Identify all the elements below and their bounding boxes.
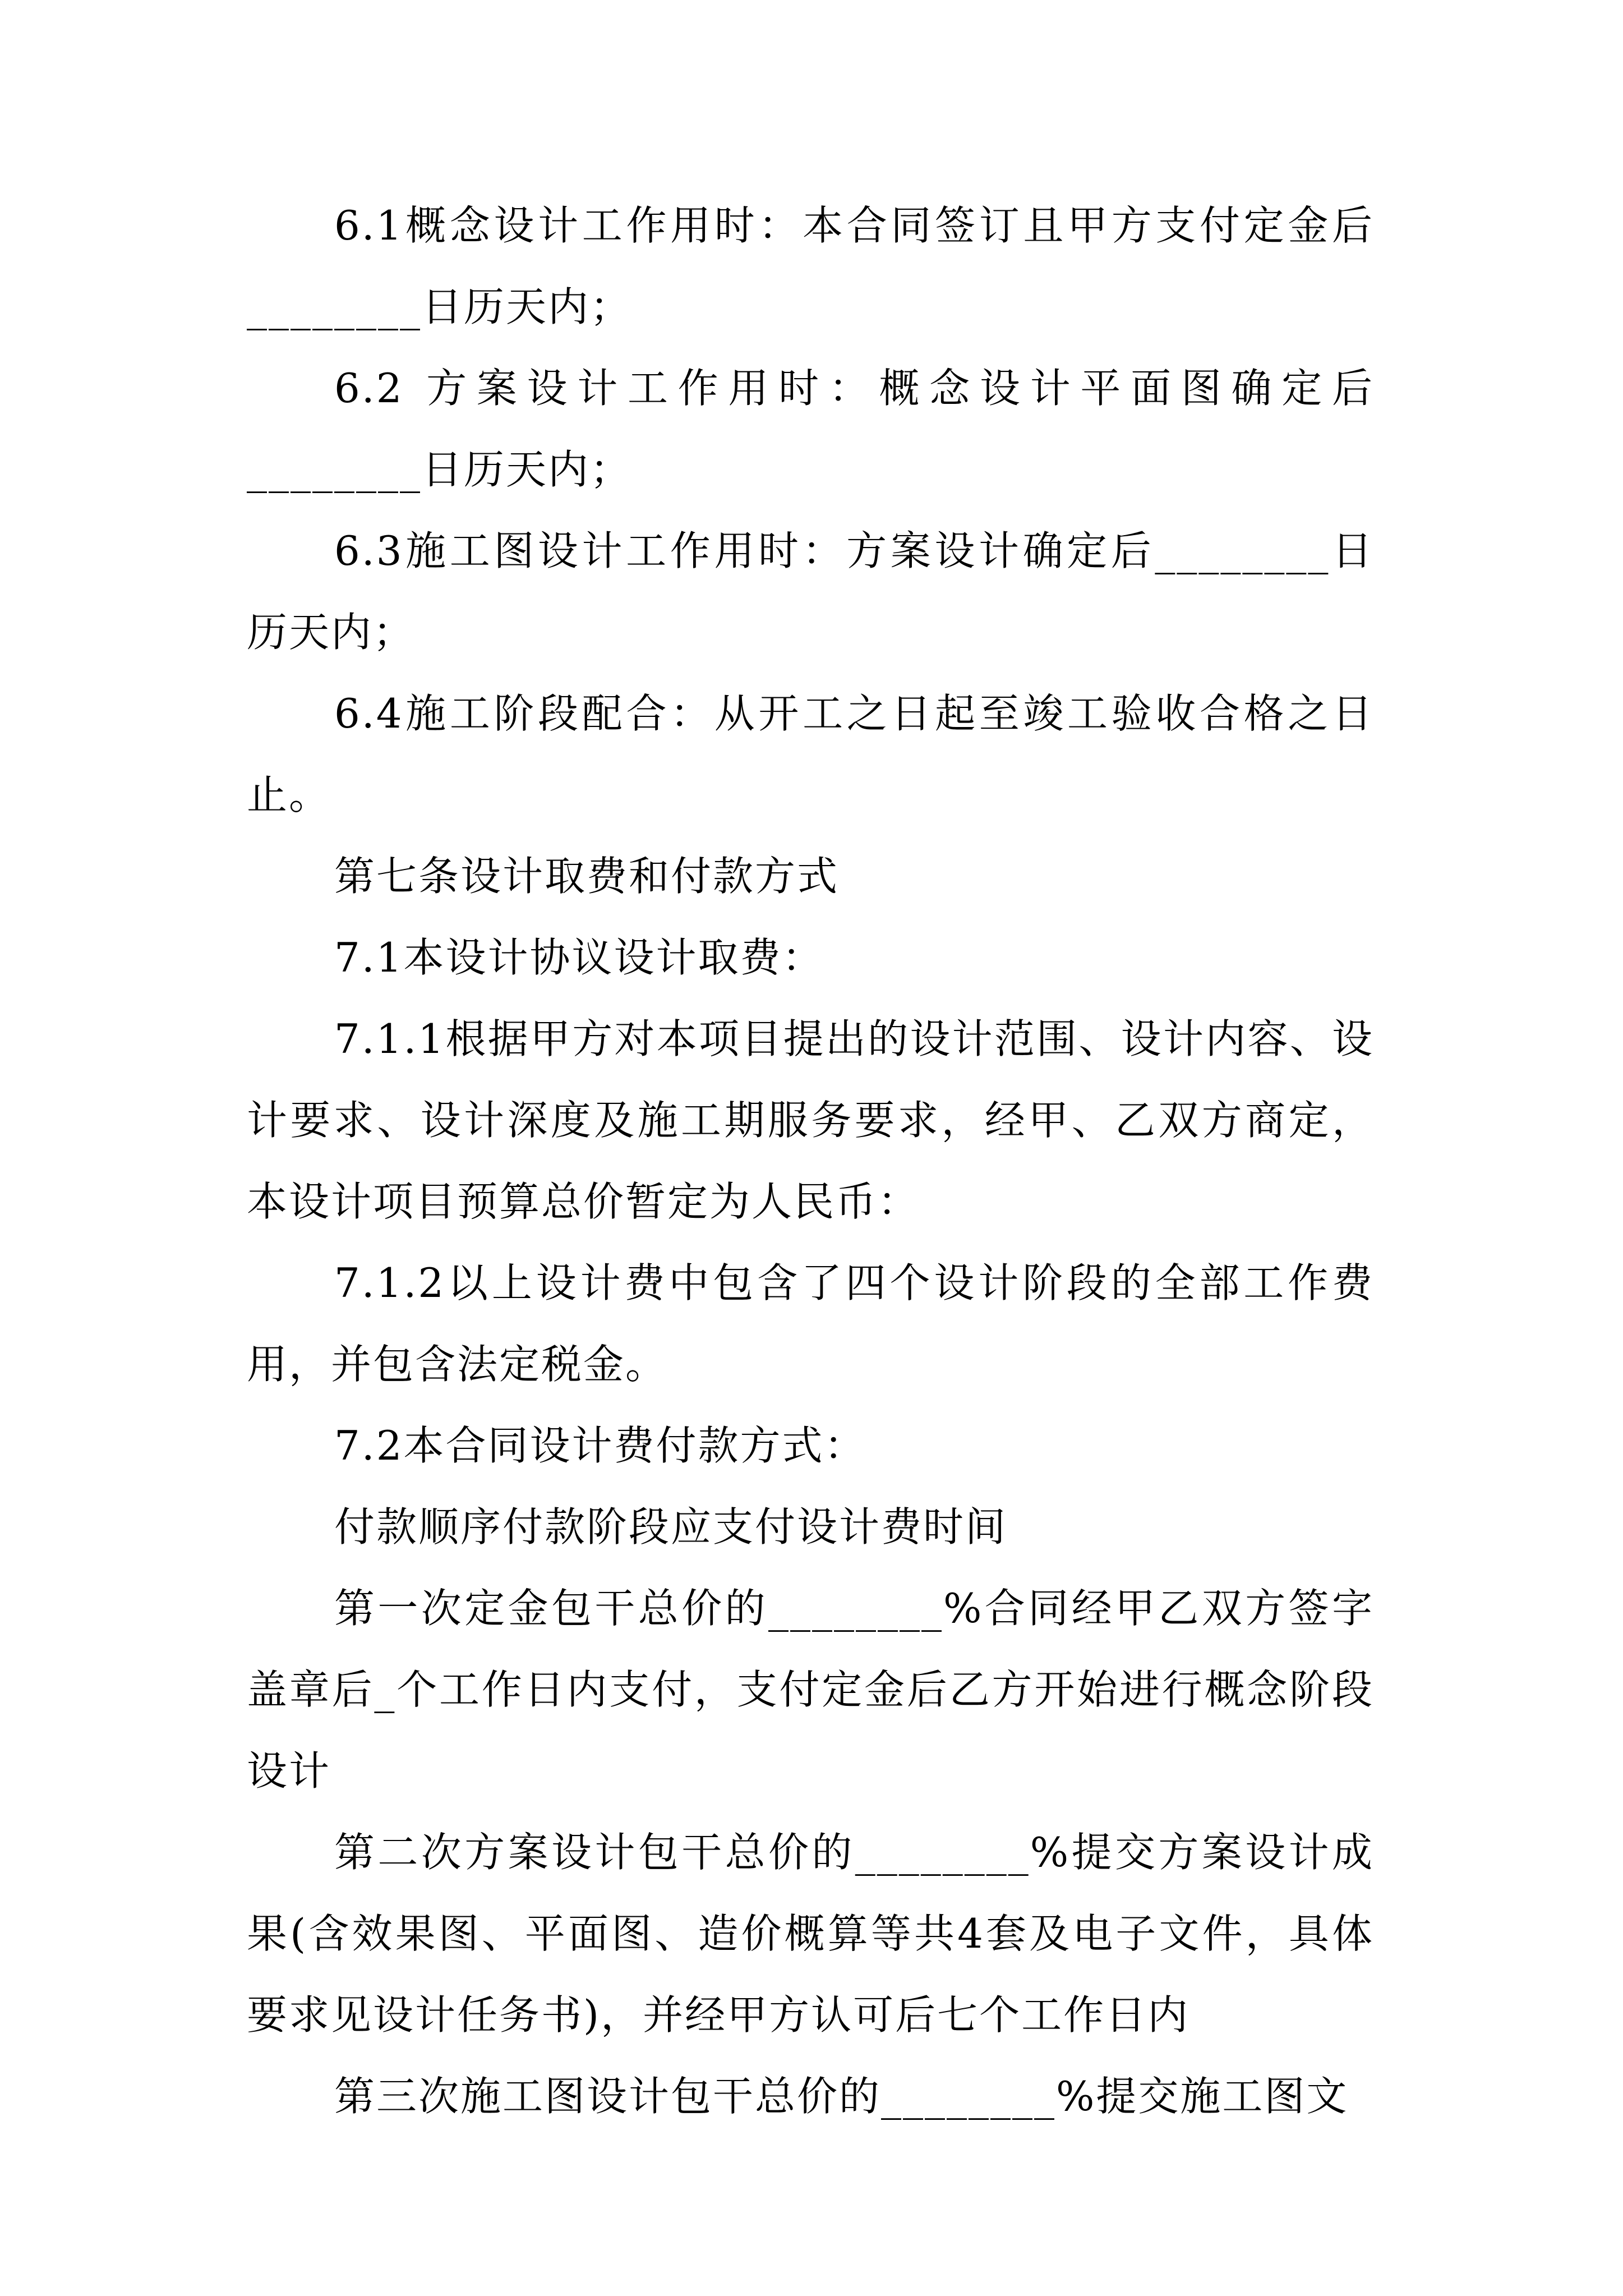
document-body (247, 185, 1374, 2137)
paragraph-text: 付款顺序付款阶段应支付设计费时间 (334, 1503, 1008, 1550)
paragraph-text: 第一次定金包干总价的________%合同经甲乙双方签字盖章后_个工作日内支付，支付定金后乙方开始进行概念阶段设计 (247, 1585, 1374, 1795)
paragraph-6-2 (247, 348, 1374, 510)
paragraph-text: 7.2本合同设计费付款方式： (334, 1422, 866, 1469)
paragraph-7-1-1 (247, 999, 1374, 1243)
paragraph-text: 第二次方案设计包干总价的________%提交方案设计成果(含效果图、平面图、造价概算等共4套及电子文件，具体要求见设计任务书)，并经甲方认可后七个工作日内 (247, 1829, 1374, 2039)
paragraph-6-3 (247, 510, 1374, 673)
payment-table-header (247, 1487, 1374, 1568)
paragraph-text: 7.1本设计协议设计取费： (334, 934, 824, 981)
paragraph-text: 7.1.2以上设计费中包含了四个设计阶段的全部工作费用，并包含法定税金。 (247, 1259, 1374, 1388)
paragraph-text: 6.1概念设计工作用时：本合同签订且甲方支付定金后________日历天内； (247, 202, 1374, 330)
paragraph-text: 第三次施工图设计包干总价的________%提交施工图文 (334, 2073, 1349, 2120)
payment-first (247, 1568, 1374, 1812)
paragraph-text: 6.2 方案设计工作用时：概念设计平面图确定后________日历天内； (247, 365, 1374, 493)
payment-second (247, 1812, 1374, 2056)
paragraph-7-2 (247, 1405, 1374, 1487)
paragraph-7-1 (247, 917, 1374, 999)
paragraph-7-1-2 (247, 1243, 1374, 1405)
payment-third (247, 2056, 1374, 2137)
paragraph-text: 第七条设计取费和付款方式 (334, 853, 840, 900)
paragraph-text: 6.3施工图设计工作用时：方案设计确定后________日历天内； (247, 527, 1374, 656)
section-heading-article-7 (247, 836, 1374, 917)
paragraph-text: 6.4施工阶段配合：从开工之日起至竣工验收合格之日止。 (247, 690, 1374, 818)
paragraph-6-4 (247, 673, 1374, 836)
paragraph-text: 7.1.1根据甲方对本项目提出的设计范围、设计内容、设计要求、设计深度及施工期服务要求，经甲、乙双方商定，本设计项目预算总价暂定为人民币： (247, 1015, 1374, 1225)
paragraph-6-1 (247, 185, 1374, 348)
